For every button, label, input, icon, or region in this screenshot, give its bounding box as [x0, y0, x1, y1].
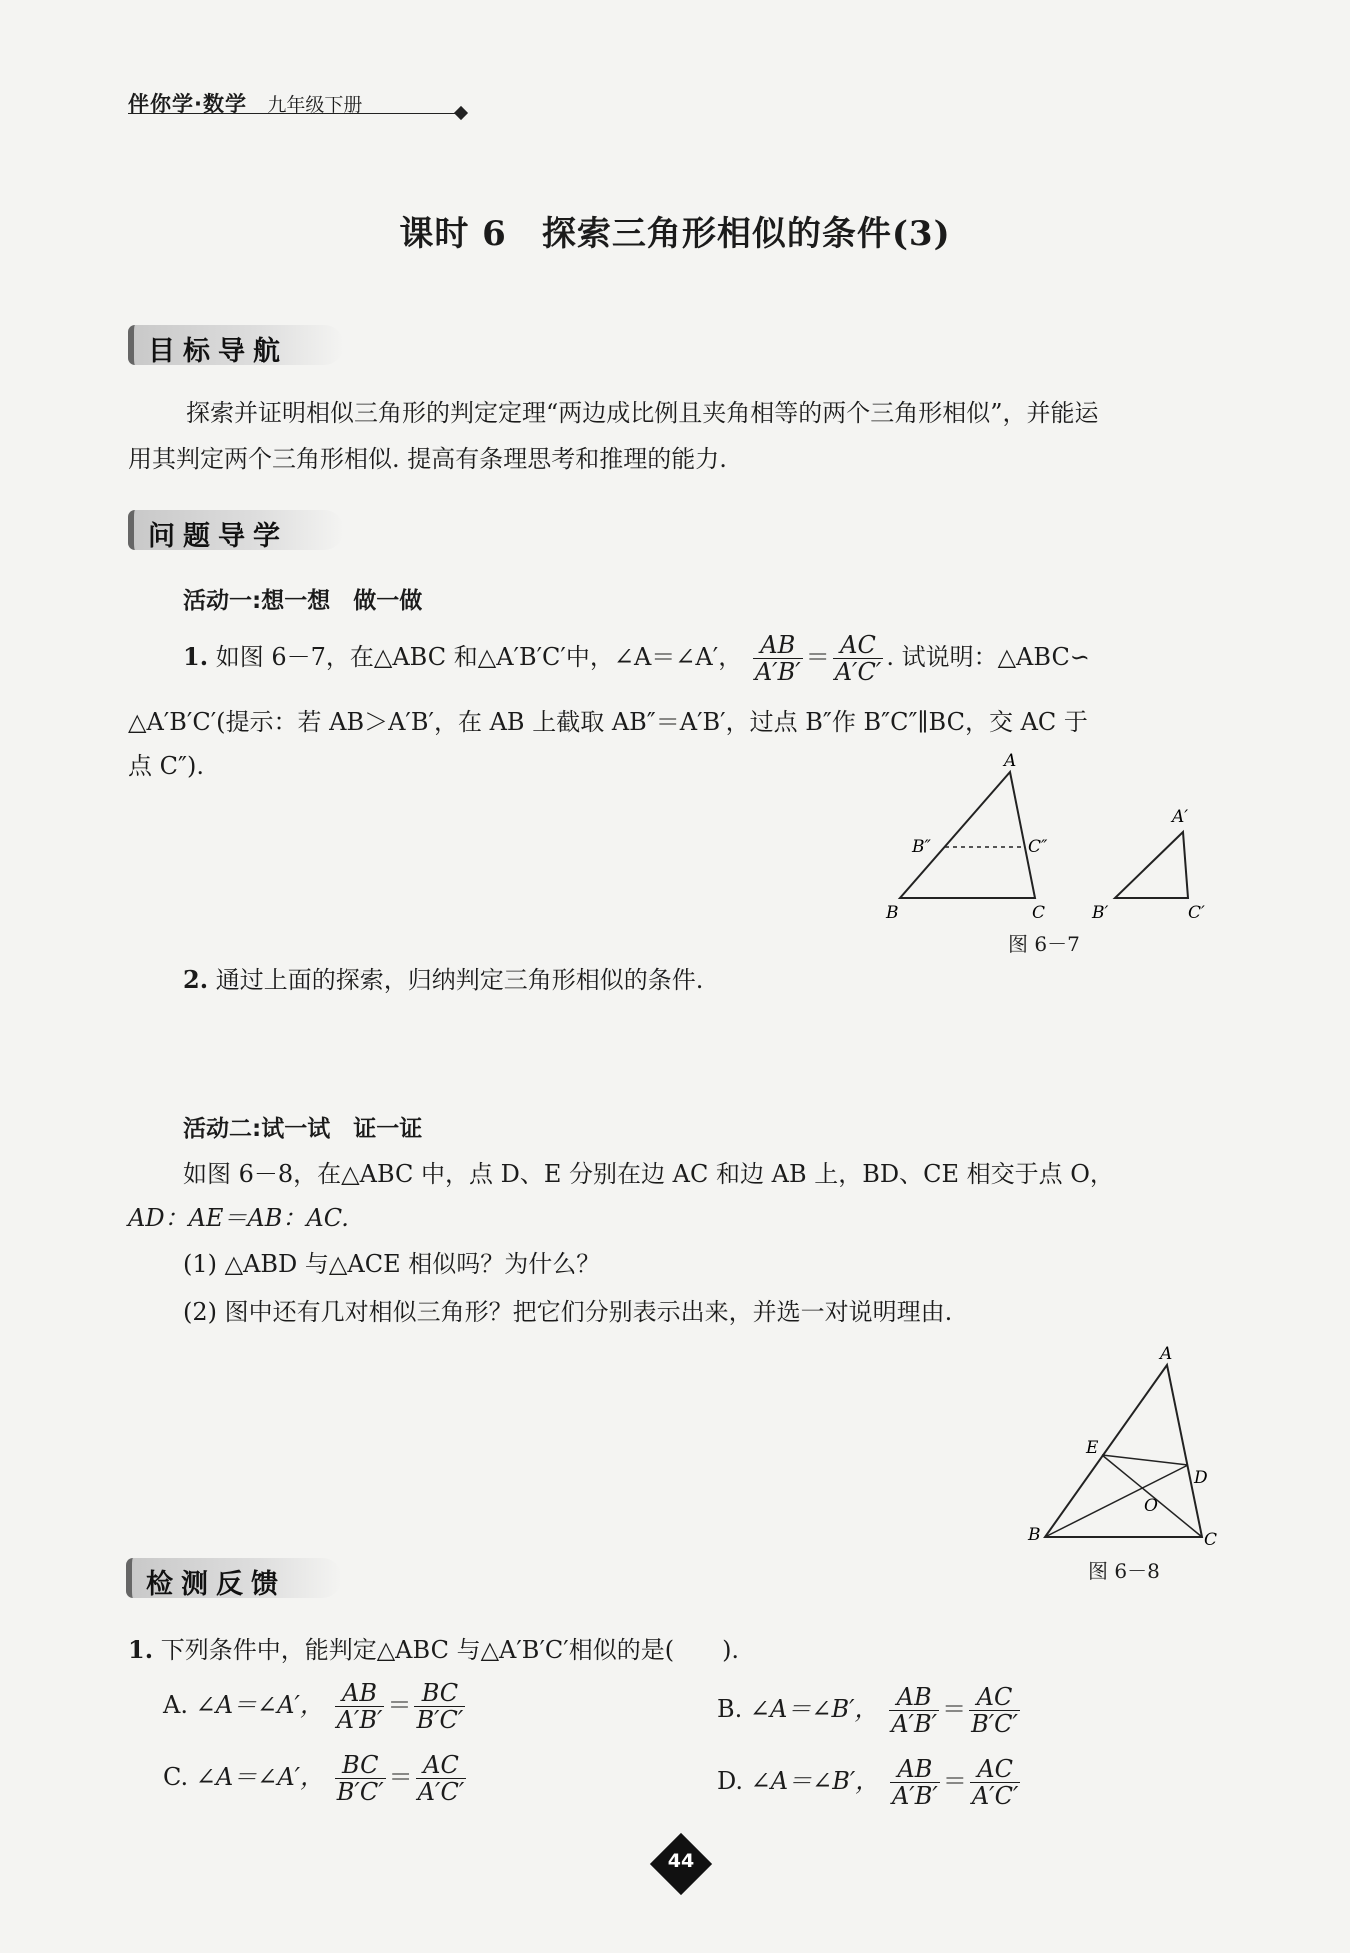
label-C: C — [1204, 1530, 1218, 1545]
section-badge-study — [128, 510, 344, 550]
option-key: C. — [163, 1763, 189, 1791]
option-key: B. — [717, 1695, 743, 1723]
segment-bd — [1045, 1465, 1188, 1537]
fraction-denominator: B′C′ — [336, 1778, 384, 1806]
question-number: 1. — [128, 1635, 154, 1664]
fraction-numerator: AB — [889, 1684, 939, 1711]
option-fraction-right — [414, 1680, 465, 1733]
label-O: O — [1144, 1496, 1158, 1516]
segment-ed — [1102, 1455, 1188, 1465]
fraction-numerator: BC — [414, 1680, 465, 1707]
page-number: 44 — [667, 1850, 695, 1872]
option-b[interactable] — [717, 1684, 1023, 1737]
equals-sign: ＝ — [387, 1691, 412, 1719]
label-C-double-prime: C″ — [1028, 837, 1048, 857]
section-badge-study-label: 问题导学 — [148, 521, 288, 552]
goal-paragraph-line2: 用其判定两个三角形相似. 提高有条理思考和推理的能力. — [128, 445, 727, 473]
label-E: E — [1086, 1438, 1099, 1458]
option-c[interactable] — [163, 1752, 469, 1805]
section-badge-goal — [128, 325, 344, 365]
figure-6-7-caption: 图 6－7 — [1008, 932, 1080, 956]
fraction-ac-over-a1c1 — [833, 632, 884, 685]
figure-6-8 — [1020, 1345, 1240, 1545]
option-condition: ∠A＝∠A′， — [195, 1763, 325, 1791]
fraction-numerator: AC — [416, 1752, 467, 1779]
book-brand: 伴你学·数学 — [128, 92, 247, 116]
check-question1 — [128, 1628, 739, 1672]
question1-line2: △A′B′C′(提示：若 AB＞A′B′，在 AB 上截取 AB″＝A′B′，过点 B″作 B″C″∥BC，交 AC 于 — [128, 708, 1088, 736]
label-A-prime: A′ — [1172, 807, 1189, 827]
question1-line3: 点 C″). — [128, 752, 204, 780]
triangle-abc — [900, 772, 1035, 898]
label-A: A — [1160, 1345, 1173, 1364]
fraction-denominator: B′C′ — [971, 1710, 1018, 1738]
label-C-prime: C′ — [1188, 903, 1205, 923]
section-badge-check-label: 检测反馈 — [146, 1569, 286, 1600]
equals-sign: ＝ — [388, 1763, 413, 1791]
check-question1-text: 下列条件中，能判定△ABC 与△A′B′C′相似的是( ). — [160, 1636, 740, 1664]
figure-6-8-caption: 图 6－8 — [1088, 1559, 1160, 1583]
book-grade: 九年级下册 — [267, 94, 363, 116]
fraction-denominator: A′B′ — [754, 658, 801, 686]
label-D: D — [1194, 1468, 1208, 1488]
activity1-heading: 活动一:想一想 做一做 — [183, 588, 423, 614]
fraction-denominator: A′C′ — [417, 1778, 465, 1806]
option-d[interactable] — [717, 1756, 1023, 1809]
label-A: A — [1004, 751, 1017, 771]
fraction-denominator: A′C′ — [834, 658, 882, 686]
section-badge-check — [126, 1558, 342, 1598]
option-fraction-right — [970, 1756, 1021, 1809]
fraction-numerator: BC — [335, 1752, 386, 1779]
triangle-abc — [1045, 1365, 1202, 1537]
question2-text: 通过上面的探索，归纳判定三角形相似的条件. — [215, 966, 704, 994]
activity1-question2 — [183, 958, 703, 1002]
activity2-line1: 如图 6－8，在△ABC 中，点 D、E 分别在边 AC 和边 AB 上，BD、CE 相交于点 O， — [183, 1160, 1114, 1188]
fraction-ab-over-a1b1 — [753, 632, 803, 685]
page-title: 课时 6 探索三角形相似的条件(3) — [399, 214, 951, 254]
fraction-denominator: B′C′ — [416, 1706, 464, 1734]
option-key: A. — [163, 1691, 188, 1719]
option-a[interactable] — [163, 1680, 468, 1733]
fraction-numerator: AB — [890, 1756, 940, 1783]
header-diamond-icon — [454, 106, 468, 120]
fraction-denominator: A′B′ — [891, 1782, 938, 1810]
triangle-a1b1c1 — [1115, 832, 1188, 898]
equals-sign: ＝ — [942, 1695, 967, 1723]
header-rule — [128, 113, 458, 114]
question1-text-pre: 如图 6－7，在△ABC 和△A′B′C′中，∠A＝∠A′， — [215, 643, 743, 671]
label-B: B — [1028, 1525, 1041, 1545]
question-number: 1. — [183, 642, 209, 671]
option-fraction-left — [335, 1752, 386, 1805]
label-B: B — [886, 903, 899, 923]
section-badge-goal-label: 目标导航 — [148, 336, 288, 367]
activity1-question1: 1. 如图 6－7，在△ABC 和△A′B′C′中，∠A＝∠A′， $\frac{AB}{A'B'}$ ＝ $\frac{AC}{A'C'}$ . 试说明：△ABC∽ — [183, 631, 1090, 686]
option-fraction-right — [969, 1684, 1020, 1737]
fraction-numerator: AC — [970, 1756, 1021, 1783]
activity2-part1: (1) △ABD 与△ACE 相似吗？为什么？ — [183, 1250, 601, 1278]
fraction-denominator: A′B′ — [891, 1710, 938, 1738]
fraction-numerator: AC — [833, 632, 884, 659]
option-key: D. — [717, 1767, 744, 1795]
equals-sign: ＝ — [942, 1767, 967, 1795]
fraction-numerator: AB — [335, 1680, 385, 1707]
option-fraction-left — [335, 1680, 385, 1733]
option-fraction-right — [416, 1752, 467, 1805]
option-fraction-left — [890, 1756, 940, 1809]
label-B-double-prime: B″ — [912, 837, 931, 857]
activity2-part2: (2) 图中还有几对相似三角形？把它们分别表示出来，并选一对说明理由. — [183, 1298, 953, 1326]
option-fraction-left — [889, 1684, 939, 1737]
label-C: C — [1032, 903, 1046, 923]
goal-paragraph-line1: 探索并证明相似三角形的判定定理“两边成比例且夹角相等的两个三角形相似”，并能运 — [186, 399, 1099, 427]
label-B-prime: B′ — [1092, 903, 1109, 923]
activity2-heading: 活动二:试一试 证一证 — [183, 1116, 423, 1142]
fraction-denominator: A′C′ — [971, 1782, 1019, 1810]
question-number: 2. — [183, 965, 209, 994]
option-condition: ∠A＝∠A′， — [195, 1691, 324, 1719]
fraction-numerator: AC — [969, 1684, 1020, 1711]
activity2-line2: AD：AE＝AB：AC. — [128, 1204, 349, 1232]
fraction-denominator: A′B′ — [336, 1706, 383, 1734]
question1-text-post: . 试说明：△ABC∽ — [886, 643, 1090, 671]
option-condition: ∠A＝∠B′， — [749, 1695, 879, 1723]
fraction-numerator: AB — [753, 632, 803, 659]
option-condition: ∠A＝∠B′， — [750, 1767, 880, 1795]
